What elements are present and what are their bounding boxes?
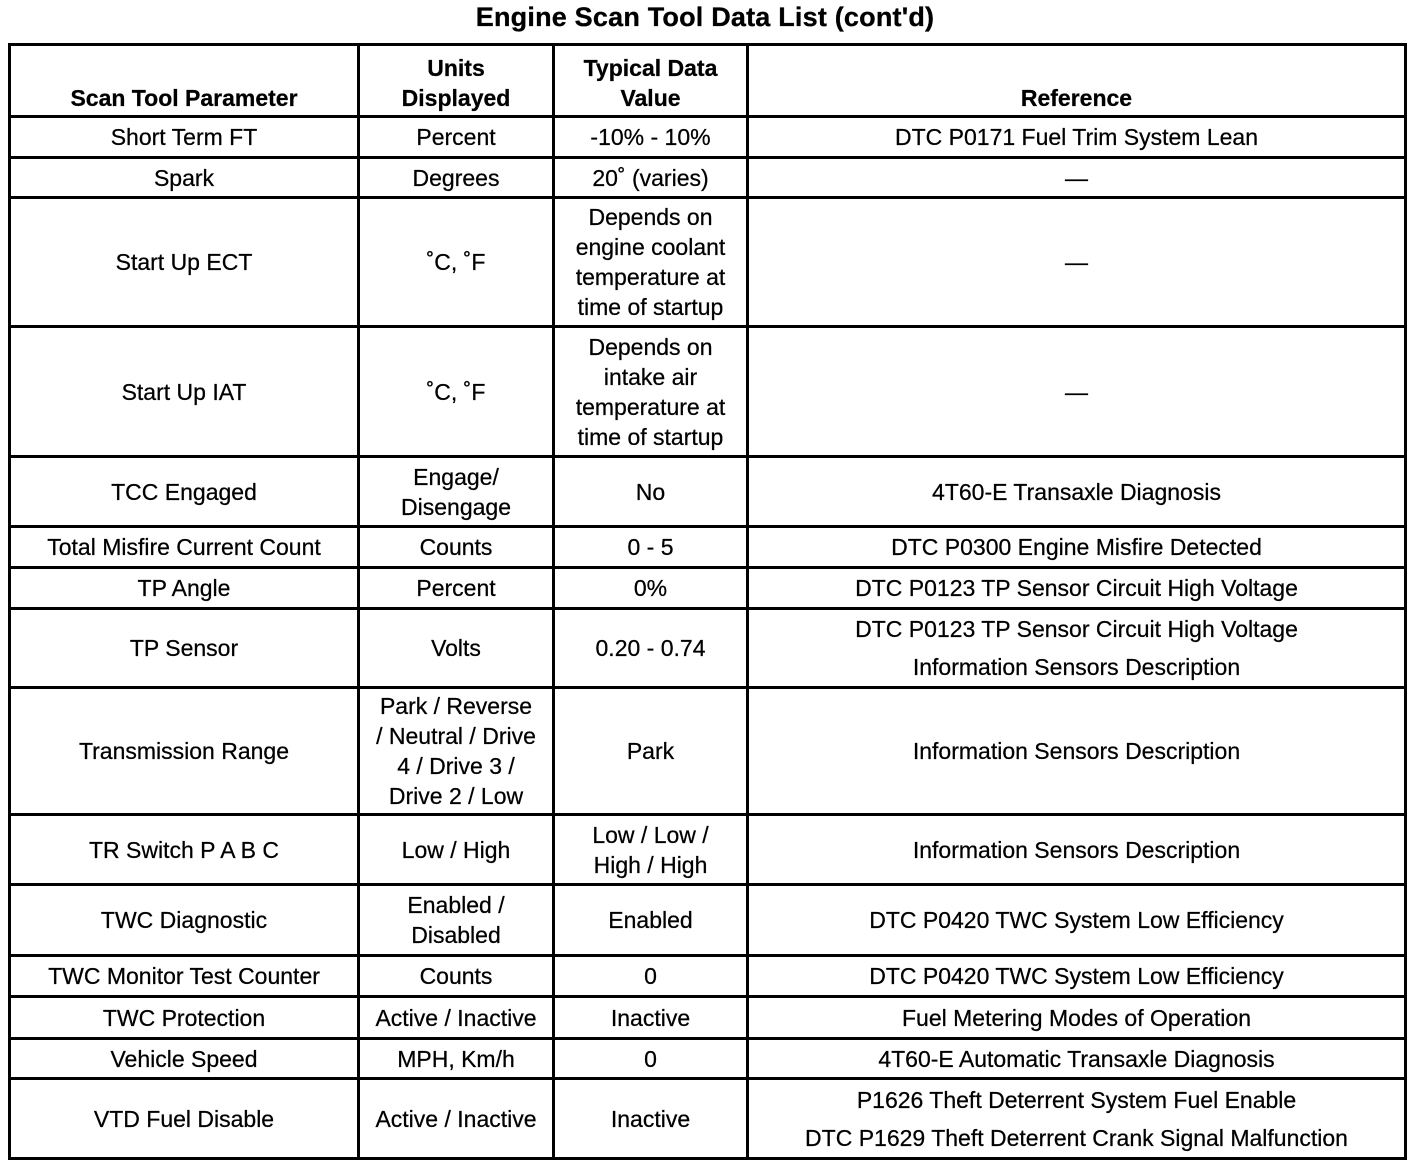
cell-reference-line: DTC P0123 TP Sensor Circuit High Voltage [855,616,1298,642]
cell-typical-value [554,117,748,158]
cell-units-line: / Neutral / Drive [376,723,536,749]
cell-parameter [10,568,359,609]
cell-typical-value [554,1039,748,1079]
cell-reference-line: 4T60-E Automatic Transaxle Diagnosis [878,1045,1275,1072]
table-row [10,956,1406,997]
cell-reference-line: DTC P0420 TWC System Low Efficiency [869,963,1284,989]
table-row [10,609,1406,688]
cell-parameter [10,527,359,568]
cell-units [359,1079,554,1159]
cell-parameter-text: VTD Fuel Disable [93,1105,275,1132]
cell-units-line: Counts [419,963,493,989]
cell-parameter-text: TR Switch P A B C [88,836,280,863]
cell-reference [748,885,1406,956]
cell-units [359,815,554,885]
cell-parameter [10,198,359,327]
cell-typical-value-line: Enabled [608,907,693,933]
cell-reference [748,609,1406,688]
cell-parameter-text: Transmission Range [78,738,290,764]
cell-parameter [10,609,359,688]
table-body [10,117,1406,1159]
cell-units-line: Low / High [401,836,511,863]
cell-units [359,117,554,158]
table-row [10,997,1406,1039]
cell-reference-line: P1626 Theft Deterrent System Fuel Enable [856,1086,1297,1113]
cell-reference [748,815,1406,885]
cell-typical-value [554,688,748,815]
cell-typical-value [554,568,748,609]
cell-parameter-text: TP Angle [137,575,231,601]
cell-reference [748,527,1406,568]
cell-units [359,568,554,609]
cell-units-line: 4 / Drive 3 / [397,753,515,779]
cell-typical-value-line: 20˚ (varies) [592,164,709,191]
cell-parameter [10,158,359,198]
cell-typical-value-line: 0 [644,1045,657,1072]
cell-parameter-text: TWC Diagnostic [100,907,268,933]
table-row [10,815,1406,885]
cell-typical-value [554,198,748,327]
cell-typical-value-line: 0 [644,963,657,989]
cell-typical-value [554,609,748,688]
table-row [10,568,1406,609]
cell-reference [748,568,1406,609]
cell-typical-value-line: Low / Low / [592,821,709,848]
cell-parameter [10,1039,359,1079]
cell-typical-value-line: Depends on [588,204,713,230]
table-row [10,457,1406,527]
cell-reference-line: DTC P0300 Engine Misfire Detected [891,534,1262,560]
page-title: Engine Scan Tool Data List (cont'd) [475,2,935,32]
cell-units-line: Active / Inactive [375,1105,537,1132]
cell-reference [748,688,1406,815]
cell-units-line: Park / Reverse [379,693,533,719]
cell-parameter [10,688,359,815]
cell-reference-line: Information Sensors Description [912,738,1241,764]
cell-units-line: Drive 2 / Low [388,783,524,809]
cell-typical-value-line: 0.20 - 0.74 [595,635,706,661]
table-row [10,527,1406,568]
cell-reference-line: Fuel Metering Modes of Operation [901,1004,1251,1031]
cell-typical-value [554,885,748,956]
cell-typical-value-line: 0% [633,575,668,601]
cell-parameter [10,1079,359,1159]
cell-parameter [10,815,359,885]
cell-typical-value-line: Depends on [588,333,713,360]
cell-reference-line: DTC P1629 Theft Deterrent Crank Signal Malfunction [805,1124,1348,1151]
cell-reference [748,327,1406,457]
cell-units [359,997,554,1039]
cell-typical-value-line: High / High [593,851,708,878]
table-row [10,198,1406,327]
cell-typical-value [554,327,748,457]
cell-units [359,158,554,198]
cell-parameter-text: Vehicle Speed [110,1045,258,1072]
cell-units-line: MPH, Km/h [397,1045,515,1072]
table-row [10,117,1406,158]
cell-typical-value [554,457,748,527]
cell-parameter-text: TWC Protection [102,1004,266,1031]
cell-parameter [10,117,359,158]
cell-typical-value [554,956,748,997]
header-units: Units Displayed [359,45,554,117]
cell-units [359,688,554,815]
cell-units-line: Engage/ [413,463,499,490]
cell-typical-value [554,815,748,885]
cell-units [359,457,554,527]
cell-reference-line: — [1065,164,1088,191]
cell-parameter [10,457,359,527]
table-row [10,885,1406,956]
cell-reference-line: DTC P0123 TP Sensor Circuit High Voltage [855,575,1298,601]
table-row [10,158,1406,198]
cell-parameter-text: TWC Monitor Test Counter [48,963,320,989]
cell-parameter-text: Start Up ECT [115,249,253,275]
cell-reference-line: — [1065,378,1088,405]
table-row [10,1039,1406,1079]
header-typical-value: Typical Data Value [554,45,748,117]
cell-parameter [10,327,359,457]
cell-reference [748,158,1406,198]
cell-units-line: Counts [419,534,493,560]
cell-typical-value [554,158,748,198]
cell-units-line: ˚C, ˚F [426,378,486,405]
cell-units-line: Percent [416,575,496,601]
cell-typical-value [554,527,748,568]
cell-typical-value-line: temperature at [575,264,726,290]
cell-typical-value-line: temperature at [575,393,726,420]
cell-typical-value-line: time of startup [577,423,724,450]
cell-typical-value-line: engine coolant [575,234,726,260]
cell-reference-line: 4T60-E Transaxle Diagnosis [932,478,1221,505]
header-row [10,45,1406,117]
cell-typical-value-line: intake air [603,363,698,390]
cell-parameter [10,956,359,997]
cell-parameter [10,997,359,1039]
cell-reference-line: — [1065,249,1088,275]
cell-units [359,1039,554,1079]
cell-units-line: Percent [416,124,496,150]
cell-reference-line: Information Sensors Description [912,654,1241,680]
scan-tool-data-table [8,43,1407,1160]
cell-reference [748,457,1406,527]
cell-parameter-text: Spark [153,164,215,191]
cell-parameter-text: Start Up IAT [121,378,247,405]
cell-reference [748,1039,1406,1079]
cell-parameter-text: TP Sensor [129,635,239,661]
cell-typical-value-line: Inactive [610,1105,691,1132]
cell-reference [748,1079,1406,1159]
header-reference: Reference [748,45,1406,117]
cell-reference [748,198,1406,327]
cell-units-line: Disabled [411,922,501,948]
cell-units-line: Active / Inactive [375,1004,537,1031]
cell-reference-line: Information Sensors Description [912,836,1241,863]
cell-reference-line: DTC P0171 Fuel Trim System Lean [894,124,1259,150]
table-row [10,327,1406,457]
table-row [10,1079,1406,1159]
cell-parameter [10,885,359,956]
cell-typical-value-line: Inactive [610,1004,691,1031]
cell-typical-value [554,1079,748,1159]
table-row [10,688,1406,815]
cell-units [359,885,554,956]
cell-typical-value-line: -10% - 10% [590,124,711,150]
cell-units-line: ˚C, ˚F [426,249,486,275]
cell-units [359,956,554,997]
cell-units [359,527,554,568]
cell-typical-value-line: time of startup [577,294,724,320]
cell-reference-line: DTC P0420 TWC System Low Efficiency [869,907,1284,933]
cell-reference [748,997,1406,1039]
cell-units [359,198,554,327]
cell-units [359,609,554,688]
cell-reference [748,956,1406,997]
cell-units-line: Enabled / [407,892,505,918]
cell-typical-value [554,997,748,1039]
cell-units [359,327,554,457]
cell-parameter-text: TCC Engaged [111,478,257,505]
cell-typical-value-line: No [635,478,666,505]
header-parameter: Scan Tool Parameter [10,45,359,117]
cell-units-line: Disengage [401,493,511,520]
cell-units-line: Degrees [412,164,500,191]
cell-units-line: Volts [431,635,481,661]
cell-typical-value-line: Park [626,738,675,764]
cell-parameter-text: Short Term FT [110,124,258,150]
cell-typical-value-line: 0 - 5 [627,534,674,560]
cell-parameter-text: Total Misfire Current Count [47,534,321,560]
cell-reference [748,117,1406,158]
